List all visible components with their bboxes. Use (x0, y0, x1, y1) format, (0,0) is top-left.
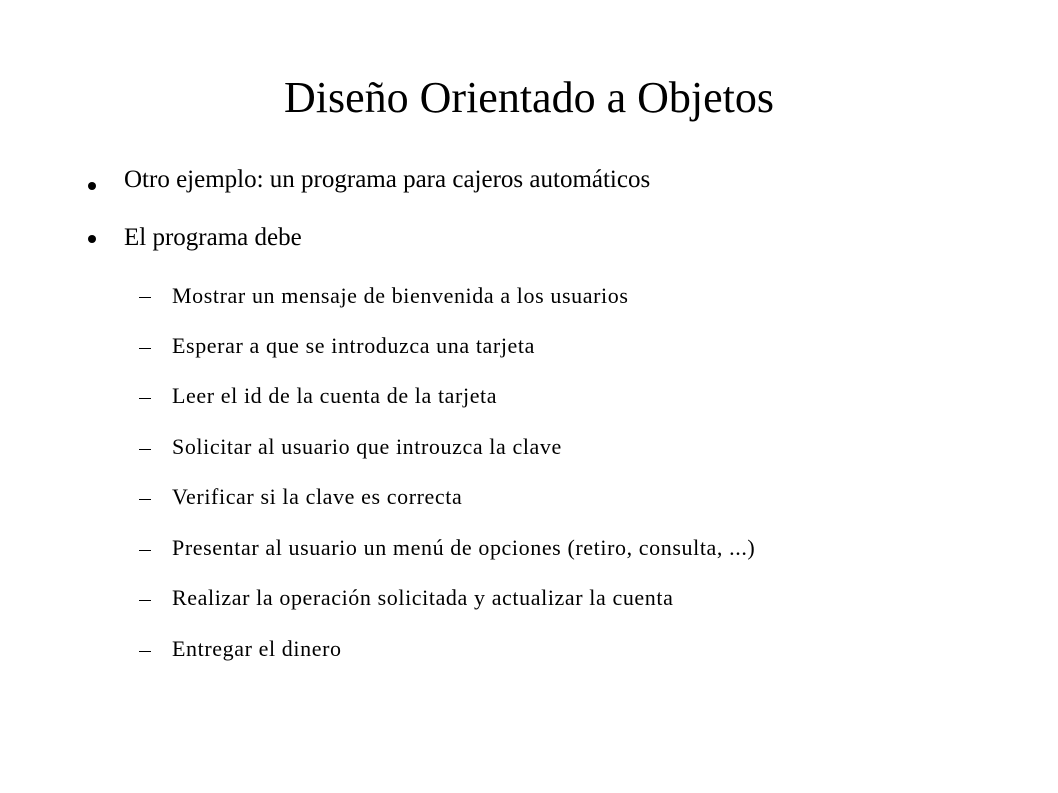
dash-icon (139, 297, 151, 298)
slide-title: Diseño Orientado a Objetos (284, 73, 774, 122)
dash-icon (139, 499, 151, 500)
sub-bullet-text: Presentar al usuario un menú de opciones (retiro, consulta, ...) (172, 535, 756, 560)
sub-bullet-text: Leer el id de la cuenta de la tarjeta (172, 383, 498, 408)
sub-bullet-text: Mostrar un mensaje de bienvenida a los usuarios (172, 283, 629, 308)
sub-bullet-text: Solicitar al usuario que introuzca la clave (172, 434, 562, 459)
dash-icon (139, 550, 151, 551)
bullet-text: El programa debe (124, 224, 302, 251)
bullet-icon (88, 235, 96, 243)
sub-bullet-text: Realizar la operación solicitada y actualizar la cuenta (172, 585, 674, 610)
dash-icon (139, 398, 151, 399)
dash-icon (139, 348, 151, 349)
dash-icon (139, 651, 151, 652)
sub-bullet-text: Entregar el dinero (172, 636, 342, 661)
sub-bullet-text: Verificar si la clave es correcta (172, 484, 463, 509)
sub-bullet-text: Esperar a que se introduzca una tarjeta (172, 333, 536, 358)
dash-icon (139, 600, 151, 601)
bullet-text: Otro ejemplo: un programa para cajeros automáticos (124, 166, 651, 193)
dash-icon (139, 449, 151, 450)
bullet-icon (88, 182, 96, 190)
